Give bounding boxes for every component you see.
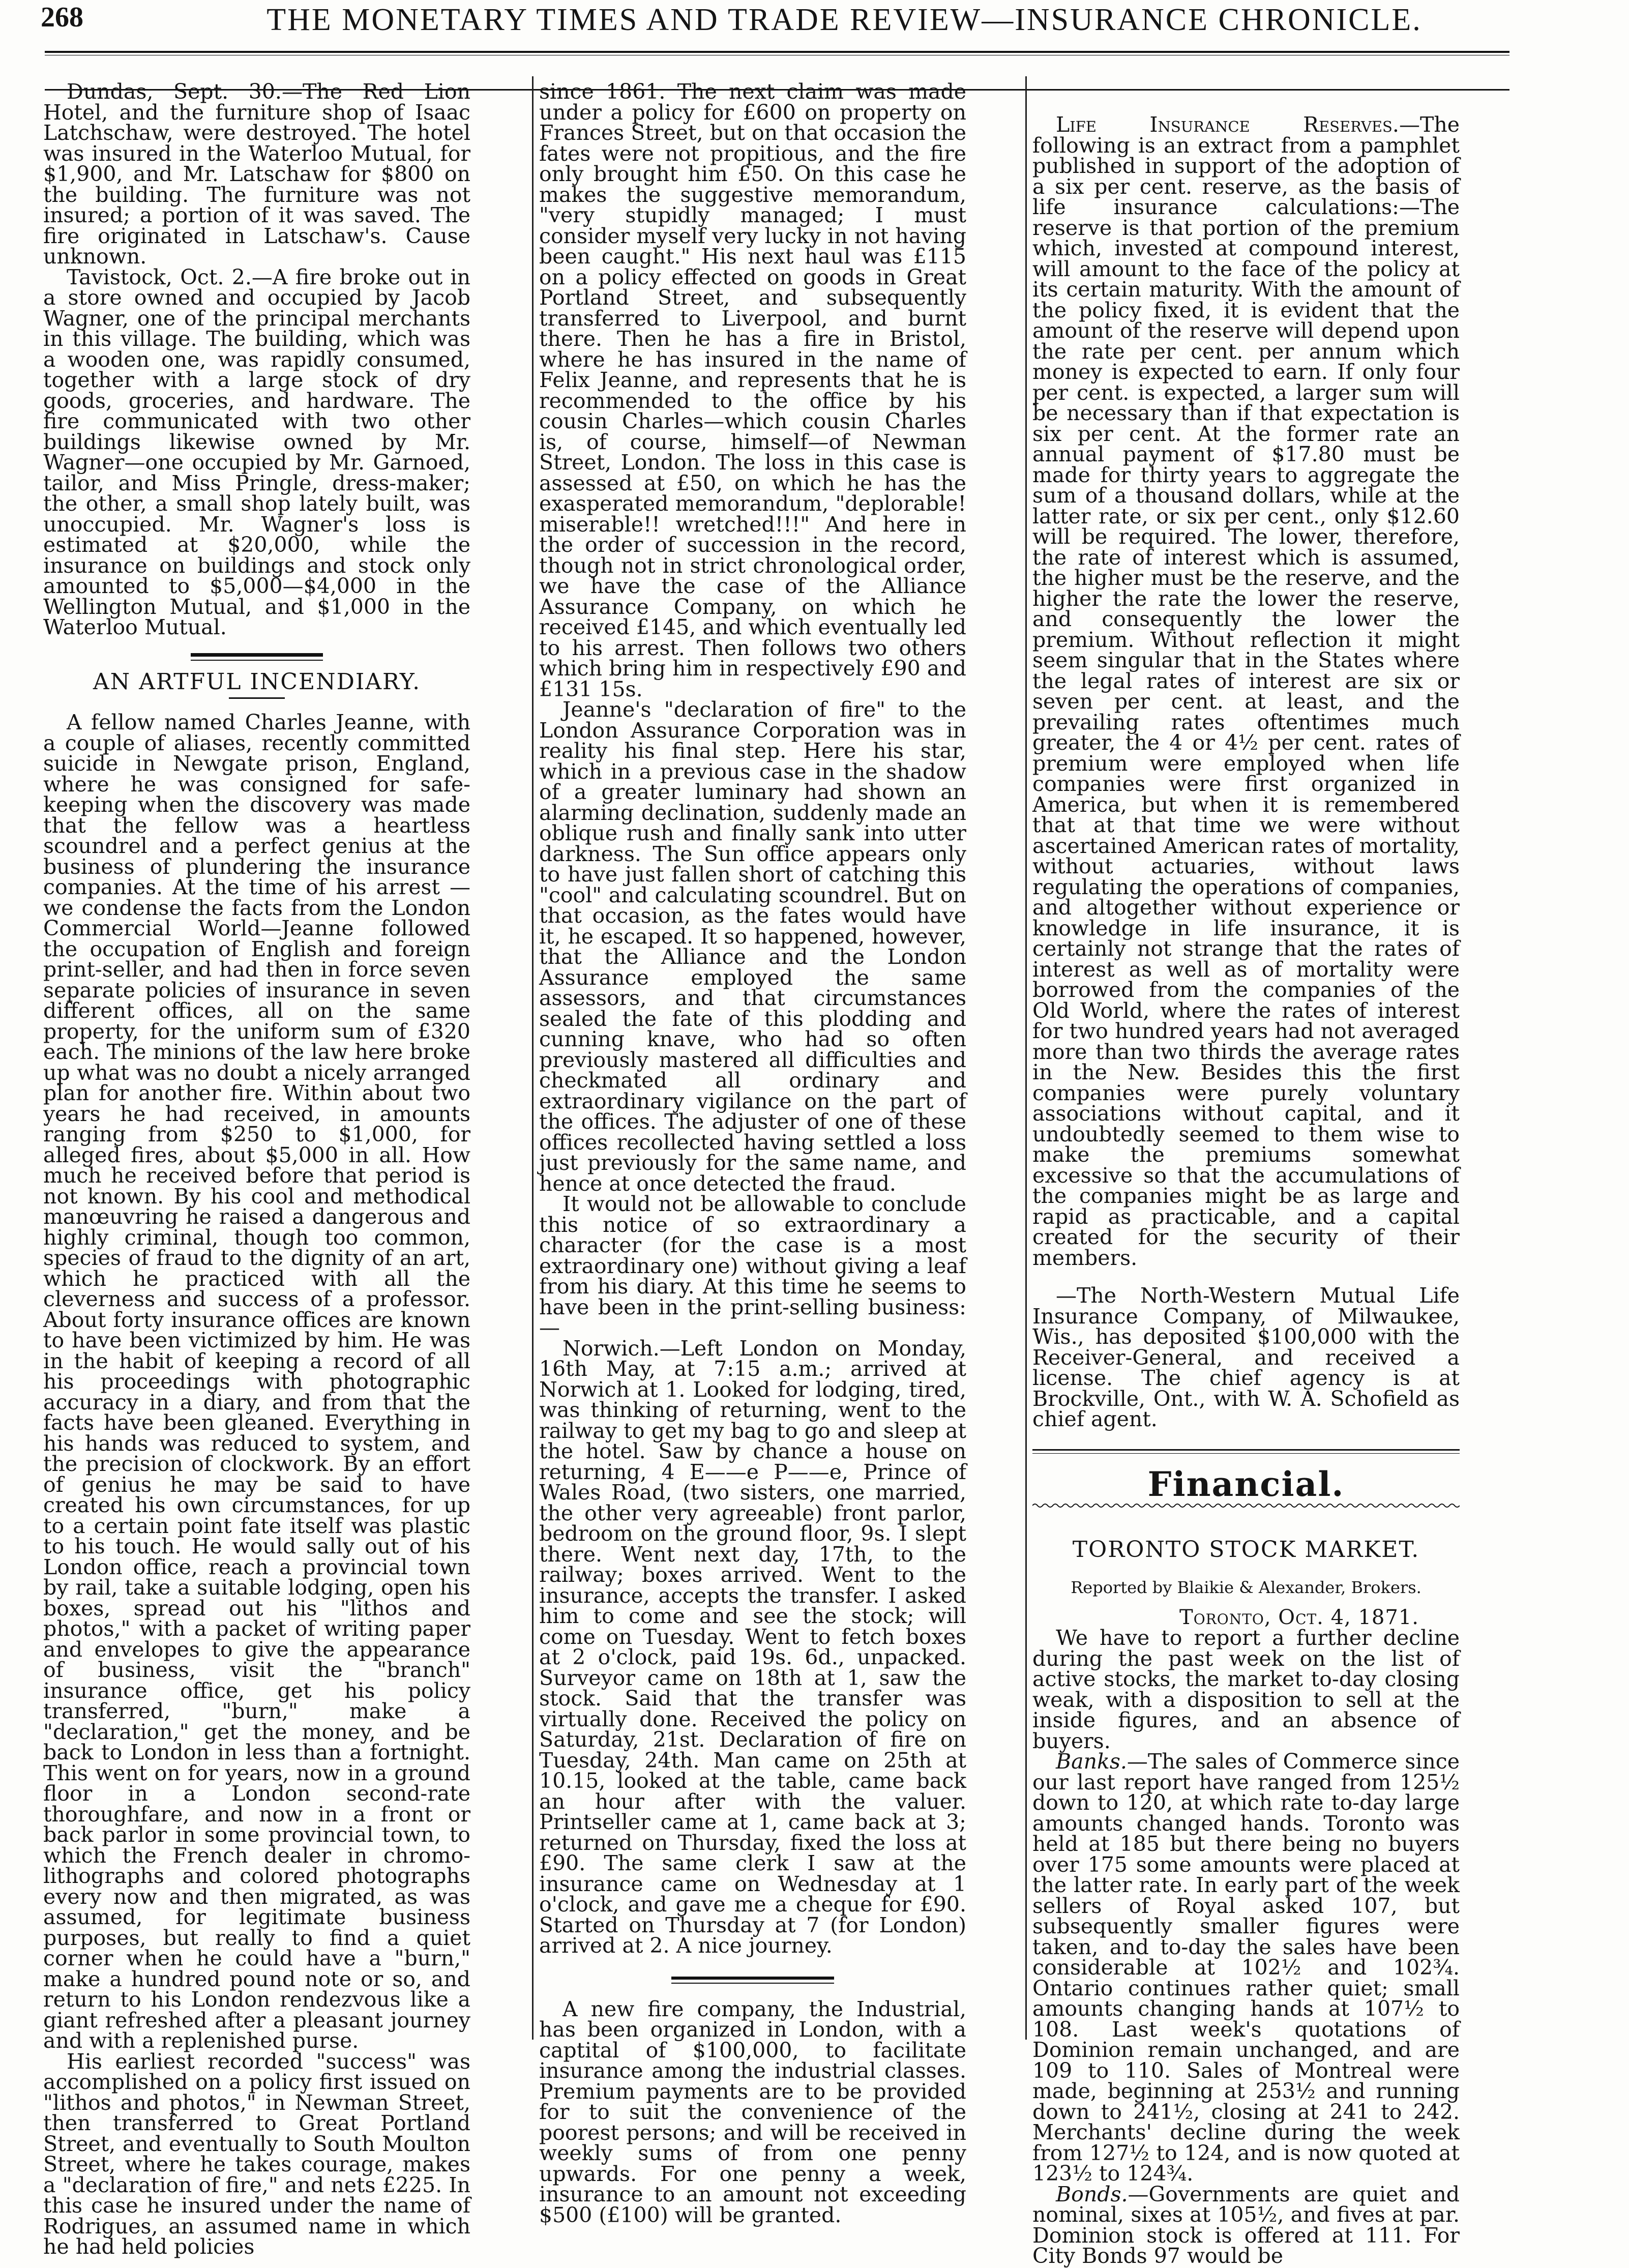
incendiary-continued-2: Jeanne's "declaration of fire" to the London Assurance Corporation was in reality his final step. Here his star, which in a previous case in the shadow of a greater luminary had shown an alarming declination, suddenly made an oblique rush and finally sank into utter darkness. The Sun office appears only to have just fallen short of catching this "cool" and calculating scoundrel. But on that occasion, as the fates would have it, he escaped. It so happened, however, that the Alliance and the London Assurance employed the same assessors, and that circumstances sealed the fate of this plodding and cunning knave, who had so often previously mastered all difficulties and checkmated all ordinary and extraordinary vigilance on the part of the offices. The adjuster of one of these offices recollected having settled a loss just previously for the same name, and hence at once detected the fraud.	[539, 699, 966, 1194]
dundas-fire-report: Dundas, Sept. 30.—The Red Lion Hotel, and the furniture shop of Isaac Latchschaw, were destroyed. The hotel was insured in the Waterloo Mutual, for $1,900, and Mr. Latschaw for $800 on the building. The furniture was not insured; a portion of it was saved. The fire originated in Latschaw's. Cause unknown.	[43, 81, 470, 267]
diary-norwich-entry: Norwich.—Left London on Monday, 16th May, at 7:15 a.m.; arrived at Norwich at 1. Looked for lodging, tired, was thinking of returning, went to the railway to get my bag to go and sleep at the hotel. Saw by chance a house on returning, 4 E——e P——e, Prince of Wales Road, (two sisters, one married, the other very agreeable) front parlor, bedroom on the ground floor, 9s. I slept there. Went next day, 17th, to the railway; boxes arrived. Went to the insurance, accepts the transfer. I asked him to come and see the stock; will come on Tuesday. Went to fetch boxes at 2 o'clock, paid 19s. 6d., unpacked. Surveyor came on 18th at 1, saw the stock. Said that the transfer was virtually done. Received the policy on Saturday, 21st. Declaration of fire on Tuesday, 24th. Man came on 25th at 10.15, looked at the table, came back an hour after with the valuer. Printseller came at 1, came back at 3; returned on Thursday, fixed the loss at £90. The same clerk I saw at the insurance came on Wednesday at 1 o'clock, and gave me a cheque for £90. Started on Thursday at 7 (for London) arrived at 2. A nice journey.	[539, 1338, 966, 1956]
financial-heading: Financial.	[1032, 1474, 1460, 1495]
north-western-notice: —The North-Western Mutual Life Insurance Company, of Milwaukee, Wis., has deposited $100,000 with the Receiver-General, and received a license. The chief agency is at Brockville, Ont., with W. A. Schofield as chief agent.	[1032, 1285, 1460, 1430]
incendiary-paragraph-1: A fellow named Charles Jeanne, with a couple of aliases, recently committed suicide in Newgate prison, England, where he was consigned for safe-keeping when the discovery was made that the fellow was a heartless scoundrel and a perfect genius at the business of plundering the insurance companies. At the time of his arrest —we condense the facts from the London Commercial World—Jeanne followed the occupation of English and foreign print-seller, and had then in force seven separate policies of insurance in seven different offices, all on the same property, for the uniform sum of £320 each. The minions of the law here broke up what was no doubt a nicely arranged plan for another fire. Within about two years he had received, in amounts ranging from $250 to $1,000, for alleged fires, about $5,000 in all. How much he received before that period is not known. By his cool and methodical manœuvring he raised a dangerous and highly criminal, though too common, species of fraud to the dignity of an art, which he practiced with all the cleverness and success of a professor. About forty insurance offices are known to have been victimized by him. He was in the habit of keeping a record of all his proceedings with photographic accuracy in a diary, and from that the facts have been gleaned. Everything in his hands was reduced to system, and the precision of clockwork. By an effort of genius he may be said to have created his own circumstances, for up to a certain point fate itself was plastic to his touch. He would sally out of his London office, reach a provincial town by rail, take a suitable lodging, open his boxes, spread out his "lithos and photos," with a packet of writing paper and envelopes to give the appearance of business, visit the "branch" insurance office, get his policy transferred, "burn," make a "declaration," get the money, and be back to London in less than a fortnight. This went on for years, now in a ground floor in a London second-rate thoroughfare, and now in a front or back parlor in some provincial town, to which the French dealer in chromo-lithographs and colored photographs every now and then migrated, as was assumed, for legitimate business purposes, but really to find a quiet corner when he could have a "burn," make a hundred pound note or so, and return to his London rendezvous like a giant refreshed after a pleasant journey and with a replenished purse.	[43, 712, 470, 2051]
incendiary-continued-1: since 1861. The next claim was made under a policy for £600 on property on Frances Street, but on that occasion the fates were not propitious, and the fire only brought him £50. On this case he makes the suggestive memorandum, "very stupidly managed; I must consider myself very lucky in not having been caught." His next haul was £115 on a policy effected on goods in Great Portland Street, and subsequently transferred to Liverpool, and burnt there. Then he has a fire in Bristol, where he has insured in the name of Felix Jeanne, and represents that he is recommended to the office by his cousin Charles—which cousin Charles is, of course, himself—of Newman Street, London. The loss in this case is assessed at £50, on which he has the exasperated memorandum, "deplorable! miserable!! wretched!!!" And here in the order of succession in the record, though not in strict chronological order, we have the case of the Alliance Assurance Company, on which he received £145, and which eventually led to his arrest. Then follows two others which bring him in respectively £90 and £131 15s.	[539, 81, 966, 699]
page-number: 268	[41, 1, 83, 34]
incendiary-continued-3: It would not be allowable to conclude this notice of so extraordinary a character (for the case is a most extraordinary one) without giving a leaf from his diary. At this time he seems to have been in the print-selling business:—	[539, 1194, 966, 1338]
bonds-lead: Bonds.	[1056, 2182, 1128, 2206]
industrial-company-notice: A new fire company, the Industrial, has been organized in London, with a captital of $100,000, to facilitate insurance among the industrial classes. Premium payments are to be provided for to suit the convenience of the poorest persons; and will be received in weekly sums of from one penny upwards. For one penny a week, insurance to an amount not exceeding $500 (£100) will be granted.	[539, 1999, 966, 2226]
reporter-line: Reported by Blaikie & Alexander, Brokers.	[1032, 1577, 1460, 1598]
incendiary-paragraph-2: His earliest recorded "success" was accomplished on a policy first issued on "lithos and photos," in Newman Street, then transferred to Great Portland Street, and eventually to South Moulton Street, where he takes courage, makes a "declaration of fire," and nets £225. In this case he insured under the name of Rodrigues, an assumed name in which he had held policies	[43, 2051, 470, 2257]
tavistock-fire-report: Tavistock, Oct. 2.—A fire broke out in a store owned and occupied by Jacob Wagner, one of the principal merchants in this village. The building, which was a wooden one, was rapidly consumed, together with a large stock of dry goods, groceries, and hardware. The fire communicated with two other buildings likewise owned by Mr. Wagner—one occupied by Mr. Garnoed, tailor, and Miss Pringle, dress-maker; the other, a small shop lately built, was unoccupied. Mr. Wagner's loss is estimated at $20,000, while the insurance on buildings and stock only amounted to $5,000—$4,000 in the Wellington Mutual, and $1,000 in the Waterloo Mutual.	[43, 267, 470, 638]
banks-lead: Banks.	[1056, 1749, 1127, 1774]
market-intro: We have to report a further decline during the past week on the list of active stocks, the market to-day closing weak, with a disposition to sell at the inside figures, and an absence of buyers.	[1032, 1628, 1460, 1751]
section-rule-thin	[1032, 1453, 1460, 1454]
bonds-paragraph	[1032, 2184, 1460, 2266]
running-head-title: THE MONETARY TIMES AND TRADE REVIEW—INSURANCE CHRONICLE.	[198, 2, 1490, 38]
incendiary-heading: AN ARTFUL INCENDIARY.	[43, 672, 470, 693]
heading-rule	[229, 697, 285, 699]
bonds-body: —Governments are quiet and nominal, sixes at 105½, and fives at par. Dominion stock is offered at 111. For City Bonds 97 would be	[1032, 2182, 1460, 2268]
wavy-rule	[1032, 1501, 1460, 1510]
header-rule	[45, 51, 1509, 53]
column-divider-2	[1025, 76, 1027, 2040]
column-2	[539, 81, 966, 2225]
section-rule	[671, 1977, 834, 1984]
life-insurance-reserves	[1032, 114, 1460, 1268]
column-3	[1032, 114, 1460, 2266]
reserves-body: —The following is an extract from a pamphlet published in support of the adoption of a six per cent. reserve, as the basis of life insurance calculations:—The reserve is that portion of the premium which, invested at compound interest, will amount to the face of the policy at its certain maturity. With the amount of the policy fixed, it is evident that the amount of the reserve will depend upon the rate per cent. per annum which money is expected to earn. If only four per cent. is expected, a larger sum will be necessary than if that expectation is six per cent. At the former rate an annual payment of $17.80 must be made for thirty years to aggregate the sum of a thousand dollars, while at the latter rate, or six per cent., only $12.60 will be required. The lower, therefore, the rate of interest which is assumed, the higher must be the reserve, and the higher the rate the lower the reserve, and consequently the lower the premium. Without reflection it might seem singular that in the States where the legal rates of interest are six or seven per cent. at least, and the prevailing rates oftentimes much greater, the 4 or 4½ per cent. rates of premium were employed when life companies were first organized in America, but when it is remembered that at that time we were without ascertained American rates of mortality, without actuaries, without laws regulating the operations of companies, and altogether without experience or knowledge in life insurance, it is certainly not strange that the rates of interest as well as of mortality were borrowed from the companies of the Old World, where the rates of interest for two hundred years had not averaged more than two thirds the average rates in the New. Besides this the first companies were purely voluntary associations without capital, and it undoubtedly seemed to them wise to make the premiums somewhat excessive so that the accumulations of the companies might be as large and rapid as practicable, and a capital created for the security of their members.	[1032, 112, 1460, 1270]
banks-body: —The sales of Commerce since our last report have ranged from 125½ down to 120, at which rate to-day large amounts changed hands. Toronto was held at 185 but there being no buyers over 175 some amounts were placed at the latter rate. In early part of the week sellers of Royal asked 107, but subsequently smaller figures were taken, and to-day the sales have been considerable at 102½ and 102¾. Ontario continues rather quiet; small amounts changing hands at 107½ to 108. Last week's quotations of Dominion remain unchanged, and are 109 to 110. Sales of Montreal were made, beginning at 253½ and running down to 241½, closing at 241 to 242. Merchants' decline during the week from 127½ to 124, and is now quoted at 123½ to 124¾.	[1032, 1749, 1460, 2186]
stock-market-heading: TORONTO STOCK MARKET.	[1032, 1540, 1460, 1560]
reserves-lead: Life Insurance Reserves.	[1056, 112, 1399, 137]
section-rule	[1032, 1449, 1460, 1451]
dateline: Toronto, Oct. 4, 1871.	[1032, 1607, 1460, 1628]
column-divider-1	[532, 76, 534, 2040]
section-rule	[191, 653, 323, 661]
banks-paragraph	[1032, 1751, 1460, 2184]
column-1	[43, 81, 470, 2257]
